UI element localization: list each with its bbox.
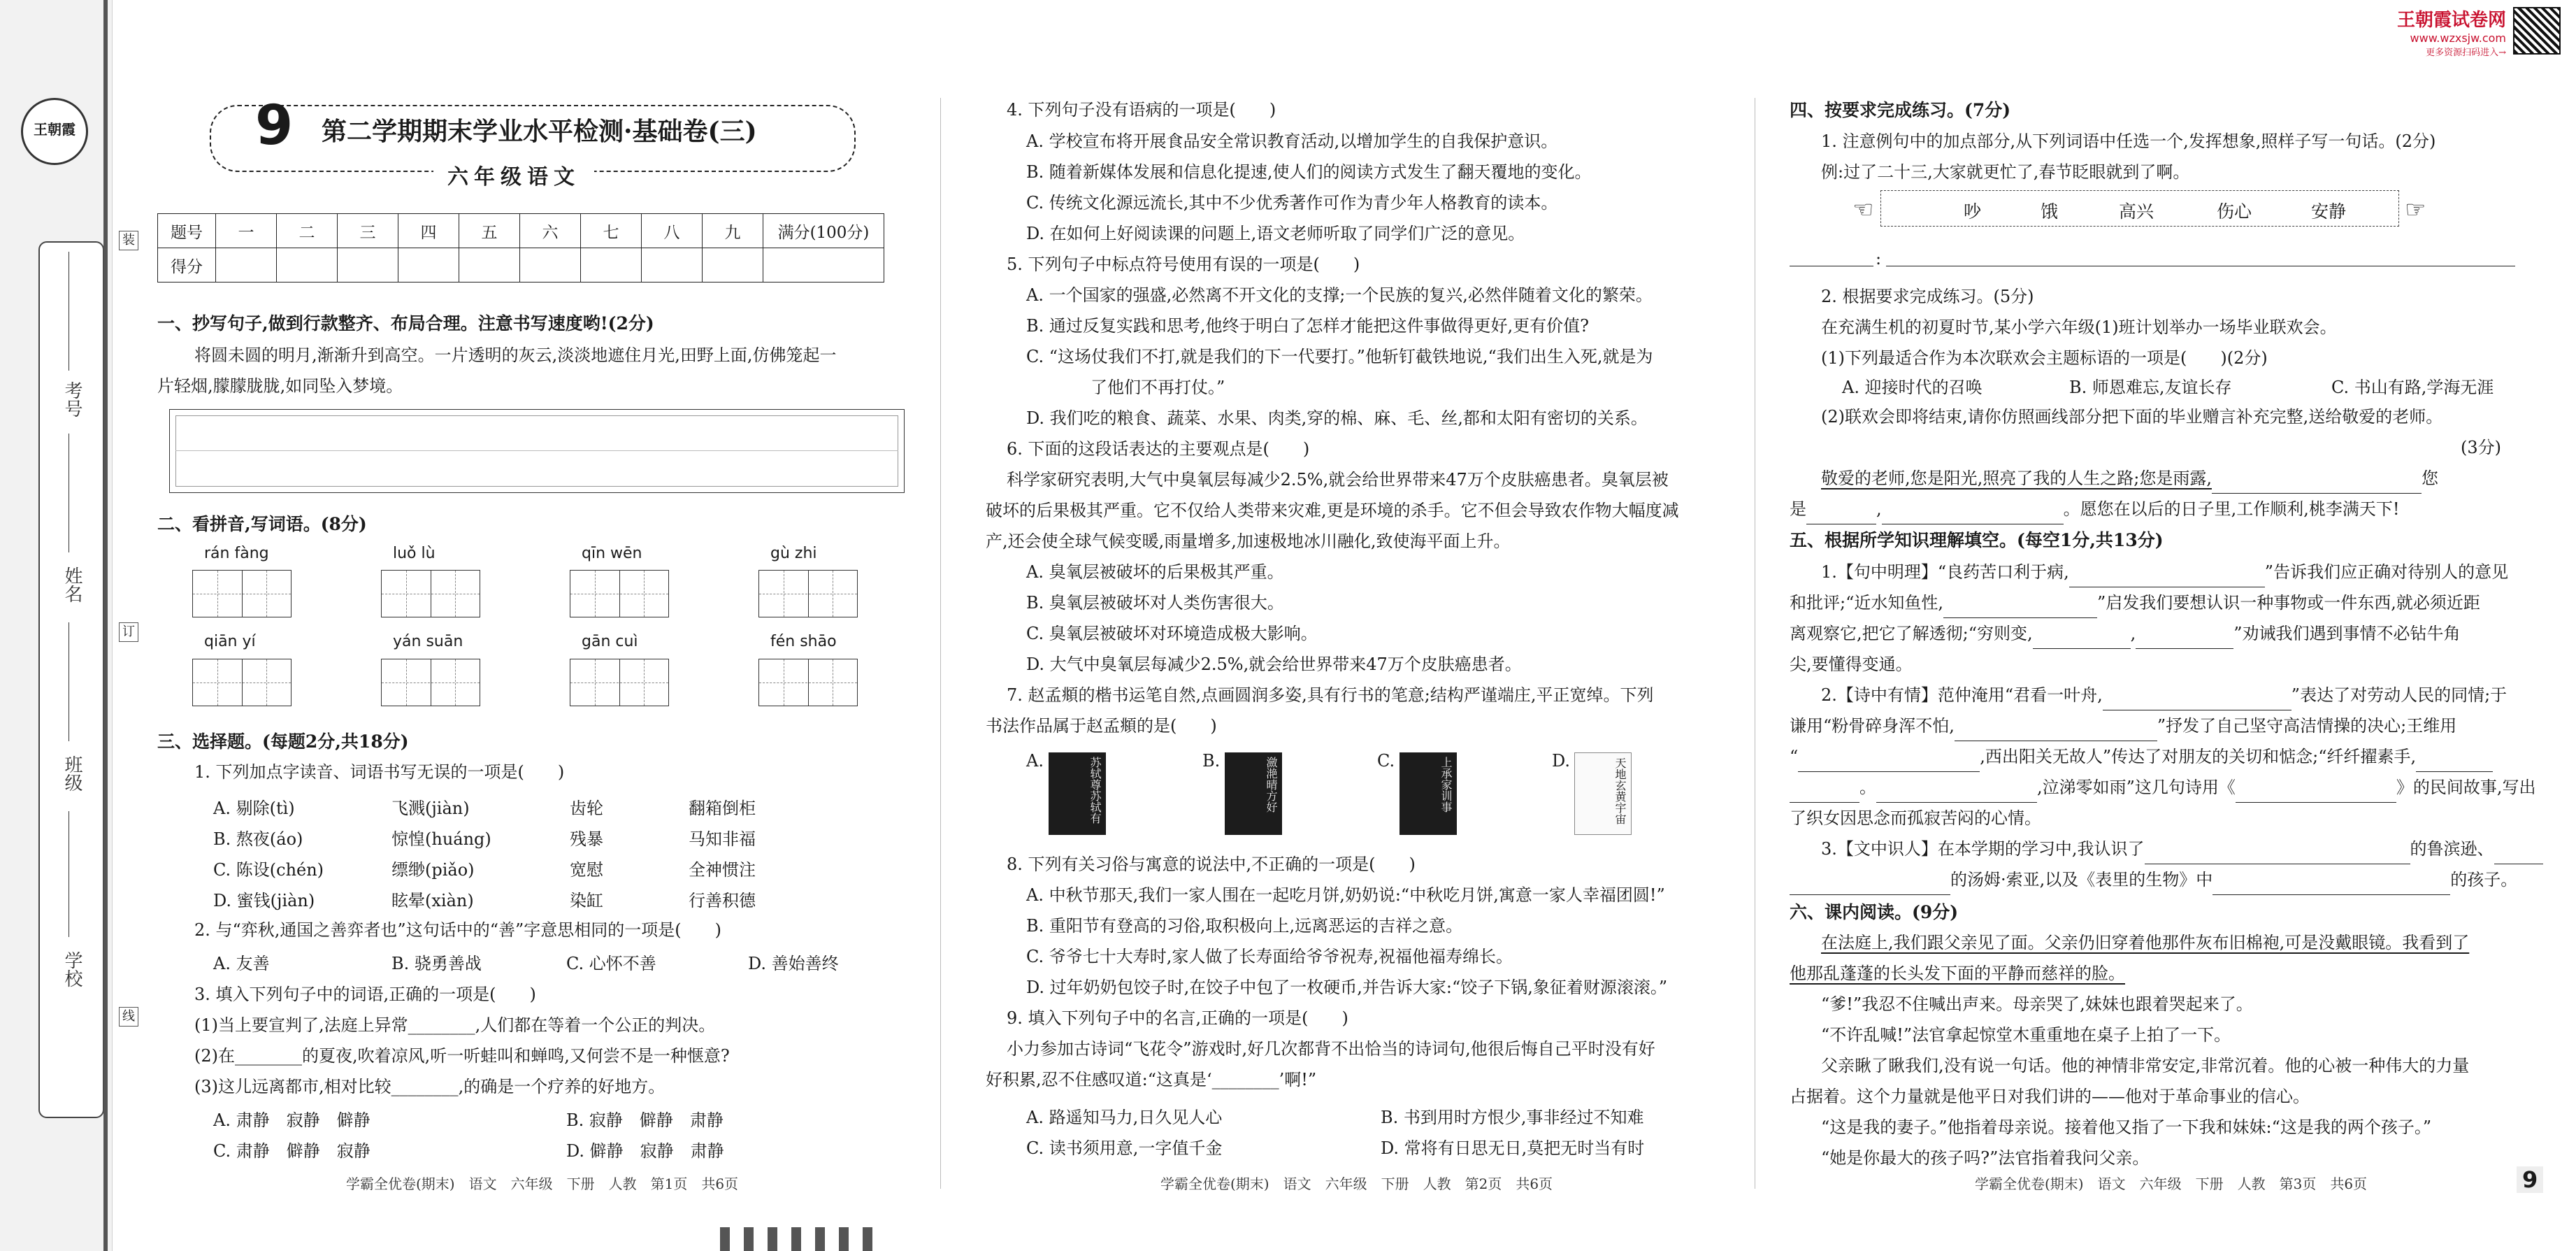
s4-q2-part2-score: (3分): [2461, 438, 2501, 457]
q4-option-c: C. 传统文化源远流长,其中不少优秀著作可作为青少年人格教育的读本。: [1026, 193, 1558, 213]
q6-passage-line1: 科学家研究表明,大气中臭氧层每减少2.5%,就会给世界带来47万个皮肤癌患者。臭氧层被: [1007, 470, 1669, 489]
footer-page-1: 学霸全优卷(期末) 语文 六年级 下册 人教 第1页 共6页: [346, 1175, 739, 1192]
dark-edge-bar: [103, 0, 108, 1251]
q8-option-c: C. 爷爷七十大寿时,家人做了长寿面给爷爷祝寿,祝福他福寿绵长。: [1026, 947, 1513, 966]
score-input-cell[interactable]: [520, 248, 581, 283]
score-cell: 题号: [158, 214, 216, 248]
farewell-end: 。愿您在以后的日子里,工作顺利,桃李满天下!: [2063, 499, 2400, 519]
farewell-text-2: 是 , 。愿您在以后的日子里,工作顺利,桃李满天下!: [1790, 494, 2400, 524]
score-cell: 六: [520, 214, 581, 248]
q4-option-b: B. 随着新媒体发展和信息化提速,使人们的阅读方式发生了翻天覆地的变化。: [1026, 162, 1592, 182]
section-4-title: 四、按要求完成练习。(7分): [1790, 100, 2011, 120]
barcode-marks: [720, 1227, 881, 1251]
question-1: 1. 下列加点字读音、词语书写无误的一项是( ): [194, 762, 565, 782]
s5-line: [1790, 741, 2493, 772]
q8-option-b: B. 重阳节有登高的习俗,取积极向上,远离恶运的吉祥之意。: [1026, 916, 1463, 936]
score-cell: 得分: [158, 248, 216, 283]
corner-page-number: 9: [2517, 1166, 2543, 1193]
q5-option-a: A. 一个国家的强盛,必然离不开文化的支撑;一个民族的复兴,必然伴随着文化的繁荣。: [1026, 285, 1653, 305]
s5-line: [1790, 864, 2517, 895]
s4-q2-context: 在充满生机的初夏时节,某小学六年级(1)班计划举办一场毕业联欢会。: [1821, 317, 2337, 337]
question-2: 2. 与“弈秋,通国之善弈者也”这句话中的“善”字意思相同的一项是( ): [194, 920, 721, 940]
q1-option: 宽慰: [570, 860, 603, 880]
label-exam-number: 考号: [62, 381, 82, 417]
q3-option: D. 僻静 寂静 肃静: [566, 1141, 724, 1161]
answer-line[interactable]: [2145, 845, 2410, 864]
q2-option: A. 友善: [213, 954, 270, 973]
page-subtitle: 六年级语文: [433, 159, 594, 190]
watermark-hint: 更多资源扫码进入→: [2426, 48, 2506, 58]
q9-passage-line2: 好积累,忍不住感叹道:“这真是‘________’啊!”: [986, 1070, 1317, 1089]
farewell-lead: 敬爱的老师,您是阳光,照亮了我的人生之路;您是雨露,: [1821, 469, 2212, 488]
pinyin-label: luǒ lù: [393, 545, 436, 562]
q5-option-b: B. 通过反复实践和思考,他终于明白了怎样才能把这件事做得更好,更有价值?: [1026, 316, 1590, 336]
q4-option-d: D. 在如何上好阅读课的问题上,语文老师听取了同学们广泛的意见。: [1026, 224, 1525, 243]
pinyin-label: yán suān: [393, 633, 463, 650]
qr-code-icon: [2513, 7, 2561, 55]
s4-q2-option-c: C. 书山有路,学海无涯: [2331, 378, 2494, 397]
s5-text: 的鲁滨逊、: [2410, 839, 2494, 859]
question-3: 3. 填入下列句子中的词语,正确的一项是( ): [194, 985, 536, 1004]
s5-line: [1821, 834, 2543, 864]
question-5: 5. 下列句子中标点符号使用有误的一项是( ): [1007, 255, 1360, 274]
q6-passage-line3: 产,还会使全球气候变暖,雨量增多,加速极地冰川融化,致使海平面上升。: [986, 531, 1511, 551]
q1-option: 惊惶(huáng): [391, 829, 491, 849]
s4-q2-option-b: B. 师恩难忘,友谊长存: [2069, 378, 2232, 397]
section-2-title: 二、看拼音,写词语。(8分): [157, 514, 367, 534]
answer-line[interactable]: [2416, 753, 2493, 772]
writing-grid[interactable]: [570, 570, 669, 617]
answer-line[interactable]: [1790, 784, 1859, 803]
q1-option: 眩晕(xiàn): [391, 891, 474, 910]
s5-text: 了织女因思念而孤寂苦闷的心情。: [1790, 808, 2041, 828]
pointing-hand-left-icon: ☜: [1852, 196, 1874, 224]
q7-label-a: A.: [1026, 751, 1044, 771]
s5-text: 离观察它,把它了解透彻;“穷则变,: [1790, 624, 2033, 643]
word-choice: 伤心: [2217, 201, 2252, 222]
copy-text-line-2: 片轻烟,朦朦胧胧,如同坠入梦境。: [157, 376, 403, 396]
reading-text: “她是你最大的孩子吗?”法官指着我问父亲。: [1821, 1148, 2150, 1168]
s5-text: 》的民间故事,写出: [2396, 778, 2536, 797]
writing-grid[interactable]: [192, 659, 292, 706]
section-6-title: 六、课内阅读。(9分): [1790, 902, 1959, 922]
writing-grid[interactable]: [758, 659, 858, 706]
score-cell: 四: [398, 214, 459, 248]
word-choice: 安静: [2311, 201, 2347, 222]
answer-line[interactable]: [2069, 569, 2265, 587]
s4-q2-part2: (2)联欢会即将结束,请你仿照画线部分把下面的毕业赠言补充完整,送给敬爱的老师。: [1821, 407, 2443, 427]
s4-q1-example: 例:过了二十三,大家就更忙了,春节眨眼就到了啊。: [1821, 162, 2190, 182]
word-choice: 高兴: [2119, 201, 2154, 222]
q2-option: B. 骁勇善战: [391, 954, 482, 973]
copy-writing-box[interactable]: [169, 409, 905, 493]
score-cell: 五: [459, 214, 520, 248]
q1-option: 马知非福: [689, 829, 756, 849]
question-7-line2: 书法作品属于赵孟頫的是( ): [986, 716, 1217, 736]
q9-option-c: C. 读书须用意,一字值千金: [1026, 1138, 1223, 1158]
q1-option: A. 剔除(tì): [213, 799, 295, 818]
q1-option: 飞溅(jiàn): [391, 799, 470, 818]
score-cell: 一: [216, 214, 277, 248]
s5-line: [1790, 772, 2536, 803]
score-input-cell[interactable]: [763, 248, 884, 283]
score-input-cell[interactable]: [642, 248, 703, 283]
s5-text: ”告诉我们应正确对待别人的意见: [2264, 562, 2509, 582]
s5-line: [1821, 680, 2507, 710]
watermark-title: 王朝霞试卷网: [2396, 10, 2506, 31]
s5-line: [1821, 557, 2508, 587]
score-input-cell[interactable]: [703, 248, 763, 283]
logo-text: 王朝霞: [34, 121, 75, 138]
word-choice: 吵: [1964, 201, 1982, 222]
word-scroll: [1880, 190, 2399, 227]
reading-text: “不许乱喊!”法官拿起惊堂木重重地在桌子上拍了一下。: [1821, 1025, 2231, 1045]
answer-line[interactable]: [2212, 475, 2422, 494]
copy-text-line-1: 将圆未圆的明月,渐渐升到高空。一片透明的灰云,淡淡地遮住月光,田野上面,仿佛笼起一: [194, 345, 837, 365]
section-3-title: 三、选择题。(每题2分,共18分): [157, 731, 409, 752]
s5-text: 的汤姆·索亚,以及《表里的生物》中: [1950, 870, 2213, 889]
answer-line[interactable]: [1882, 506, 2064, 524]
reading-text: “爹!”我忍不住喊出声来。母亲哭了,妹妹也跟着哭起来了。: [1821, 994, 2253, 1014]
s5-text: 的孩子。: [2450, 870, 2518, 889]
q8-option-a: A. 中秋节那天,我们一家人围在一起吃月饼,奶奶说:“中秋吃月饼,寓意一家人幸福团圆!”: [1026, 885, 1665, 905]
s5-line: 离观察它,把它了解透彻;“穷则变, , ”劝诫我们遇到事情不必钻牛角: [1790, 618, 2461, 649]
s4-q2-part1: (1)下列最适合作为本次联欢会主题标语的一项是( )(2分): [1821, 348, 2268, 368]
q9-option-b: B. 书到用时方恨少,事非经过不知难: [1381, 1108, 1644, 1127]
score-table-score-row: [158, 248, 884, 283]
answer-colon: :: [1876, 249, 1882, 269]
writing-grid[interactable]: [758, 570, 858, 617]
score-cell: 三: [338, 214, 398, 248]
pointing-hand-right-icon: ☞: [2405, 196, 2426, 224]
question-6: 6. 下面的这段话表达的主要观点是( ): [1007, 439, 1310, 459]
q5-option-c-line1: C. “这场仗我们不打,就是我们的下一代要打。”他斩钉截铁地说,“我们出生入死,就是为: [1026, 347, 1653, 366]
score-input-cell[interactable]: [398, 248, 459, 283]
page-title: 第二学期期末学业水平检测·基础卷(三): [322, 117, 757, 146]
logo: [21, 98, 88, 165]
score-input-cell[interactable]: [459, 248, 520, 283]
pinyin-label: gù zhi: [770, 545, 817, 562]
pinyin-label: rán fàng: [204, 545, 269, 562]
score-cell: 九: [703, 214, 763, 248]
answer-line[interactable]: [1790, 876, 1950, 895]
s5-text: ,泣涕零如雨”这几句诗用《: [2037, 778, 2236, 797]
q5-option-d: D. 我们吃的粮食、蔬菜、水果、肉类,穿的棉、麻、毛、丝,都和太阳有密切的关系。: [1026, 408, 1648, 428]
answer-line[interactable]: [1798, 753, 1980, 772]
s5-text: 。: [1859, 778, 1876, 797]
answer-line[interactable]: [2103, 692, 2291, 710]
answer-line[interactable]: [2494, 845, 2543, 864]
answer-line[interactable]: [2212, 876, 2450, 895]
s5-text: ”劝诫我们遇到事情不必钻牛角: [2233, 624, 2461, 643]
reading-line: [1790, 958, 2125, 989]
s5-text: 2.【诗中有情】范仲淹用“君看一叶舟,: [1821, 685, 2103, 705]
s4-q2-option-a: A. 迎接时代的召唤: [1842, 378, 1983, 397]
calligraphy-sample-b: 瀲滟晴方好: [1225, 752, 1282, 835]
exam-number: 9: [255, 94, 294, 157]
s5-line: [1790, 710, 2456, 741]
label-school: 学校: [62, 951, 82, 987]
question-7-line1: 7. 赵孟頫的楷书运笔自然,点画圆润多姿,具有行书的笔意;结构严谨端庄,平正宽绰。下列: [1007, 685, 1654, 705]
reading-text: 他那乱蓬蓬的长头发下面的平静而慈祥的脸。: [1790, 964, 2125, 983]
s5-text: ,西出阳关无故人”传达了对朋友的关切和惦念;“纤纤擢素手,: [1980, 747, 2417, 766]
farewell-you: 您: [2421, 469, 2438, 488]
answer-line[interactable]: [1876, 784, 2037, 803]
q1-option: 残暴: [570, 829, 603, 849]
reading-text: 占据着。这个力量就是他平日对我们讲的——他对于革命事业的信心。: [1790, 1087, 2310, 1106]
reading-text: 在法庭上,我们跟父亲见了面。父亲仍旧穿着他那件灰布旧棉袍,可是没戴眼镜。我看到了: [1821, 933, 2470, 952]
s5-text: ”表达了对劳动人民的同情;于: [2291, 685, 2507, 705]
question-9: 9. 填入下列句子中的名言,正确的一项是( ): [1007, 1008, 1348, 1028]
score-input-cell[interactable]: [338, 248, 398, 283]
q9-option-d: D. 常将有日思无日,莫把无时当有时: [1381, 1138, 1645, 1158]
calligraphy-sample-a: 苏轼尊苏轼有: [1049, 752, 1106, 835]
q2-option: D. 善始善终: [748, 954, 839, 973]
question-4: 4. 下列句子没有语病的一项是( ): [1007, 100, 1276, 120]
score-cell: 满分(100分): [763, 214, 884, 248]
score-input-cell[interactable]: [277, 248, 338, 283]
column-divider-1: [940, 98, 941, 1189]
label-name: 姓名: [62, 566, 82, 603]
q4-option-a: A. 学校宣布将开展食品安全常识教育活动,以增加学生的自我保护意识。: [1026, 131, 1558, 151]
farewell-is: 是: [1790, 499, 1806, 519]
writing-grid[interactable]: [570, 659, 669, 706]
farewell-text: [1821, 463, 2438, 494]
score-cell: 二: [277, 214, 338, 248]
calligraphy-sample-c: 上承家训事: [1399, 752, 1457, 835]
q3-option: A. 肃静 寂静 僻静: [213, 1110, 370, 1130]
answer-line[interactable]: [1943, 599, 2097, 618]
score-cell: 八: [642, 214, 703, 248]
calligraphy-sample-d: 天地玄黄宇宙: [1574, 752, 1632, 835]
q3-option: B. 寂静 僻静 肃静: [566, 1110, 724, 1130]
q6-passage-line2: 破坏的后果极其严重。它不仅给人类带来灾难,更是环境的杀手。它不但会导致农作物大幅度减: [986, 501, 1679, 520]
s5-text: 和批评;“近水知鱼性,: [1790, 593, 1943, 613]
q1-option: 翻箱倒柜: [689, 799, 756, 818]
q1-option: 全神惯注: [689, 860, 756, 880]
pinyin-label: qīn wēn: [582, 545, 642, 562]
watermark-url: www.wzxsjw.com: [2410, 31, 2506, 45]
q7-label-c: C.: [1377, 751, 1395, 771]
q2-option: C. 心怀不善: [566, 954, 656, 973]
q7-label-b: B.: [1202, 751, 1221, 771]
q3-sentence-1: (1)当上要宣判了,法庭上异常________,人们都在等着一个公正的判决。: [194, 1015, 716, 1035]
q1-option: 行善积德: [689, 891, 756, 910]
q6-option-a: A. 臭氧层被破坏的后果极其严重。: [1026, 562, 1284, 582]
writing-grid[interactable]: [192, 570, 292, 617]
answer-line[interactable]: [1806, 506, 1876, 524]
section-5-title: 五、根据所学知识理解填空。(每空1分,共13分): [1790, 530, 2164, 550]
question-8: 8. 下列有关习俗与寓意的说法中,不正确的一项是( ): [1007, 855, 1416, 874]
q9-passage-line1: 小力参加古诗词“飞花令”游戏时,好几次都背不出恰当的诗词句,他很后悔自己平时没有好: [1007, 1039, 1655, 1059]
answer-line[interactable]: [2136, 630, 2233, 649]
s5-text: ”启发我们要想认识一种事物或一件东西,就必须近距: [2096, 593, 2480, 613]
q1-option: C. 陈设(chén): [213, 860, 324, 880]
footer-page-3: 学霸全优卷(期末) 语文 六年级 下册 人教 第3页 共6页: [1975, 1175, 2368, 1192]
pinyin-label: qiān yí: [204, 633, 256, 650]
seam-xian: 线: [119, 1007, 138, 1027]
footer-page-2: 学霸全优卷(期末) 语文 六年级 下册 人教 第2页 共6页: [1160, 1175, 1553, 1192]
reading-text: “这是我的妻子。”他指着母亲说。接着他又指了一下我和妹妹:“这是我的两个孩子。”: [1821, 1117, 2432, 1137]
score-table-header-row: [158, 214, 884, 248]
s5-text: 3.【文中识人】在本学期的学习中,我认识了: [1821, 839, 2145, 859]
s5-text: 尖,要懂得变通。: [1790, 655, 1913, 674]
score-table: [157, 213, 884, 283]
binding-strip: [0, 0, 135, 1251]
s5-text: ”抒发了自己坚守高洁情操的决心;王维用: [2157, 716, 2457, 736]
q1-option: 染缸: [570, 891, 603, 910]
s5-text: 谦用“粉骨碎身浑不怕,: [1790, 716, 1955, 736]
q6-option-b: B. 臭氧层被破坏对人类伤害很大。: [1026, 593, 1284, 613]
s5-line: [1790, 587, 2480, 618]
word-choice: 饿: [2041, 201, 2059, 222]
pinyin-label: gān cuì: [582, 633, 638, 650]
q3-option: C. 肃静 僻静 寂静: [213, 1141, 370, 1161]
q5-option-c-line2: 了他们不再打仗。”: [1091, 378, 1225, 397]
reading-text: 父亲瞅了瞅我们,没有说一句话。他的神情非常安定,非常沉着。他的心被一种伟大的力量: [1821, 1056, 2470, 1075]
score-cell: 七: [581, 214, 642, 248]
writing-grid[interactable]: [381, 659, 480, 706]
pinyin-label: fén shāo: [770, 633, 837, 650]
q3-sentence-2: (2)在________的夏夜,吹着凉风,听一听蛙叫和蝉鸣,又何尝不是一种惬意?: [194, 1046, 730, 1066]
s4-q2-instruction: 2. 根据要求完成练习。(5分): [1821, 287, 2034, 306]
q1-option: 齿轮: [570, 799, 603, 818]
label-class: 班级: [62, 755, 82, 792]
q1-option: B. 熬夜(áo): [213, 829, 303, 849]
q1-option: D. 蜜钱(jiàn): [213, 891, 315, 910]
section-1-title: 一、抄写句子,做到行款整齐、布局合理。注意书写速度哟!(2分): [157, 313, 654, 334]
answer-line[interactable]: [2236, 784, 2396, 803]
score-input-cell[interactable]: [581, 248, 642, 283]
q3-sentence-3: (3)这儿远离都市,相对比较________,的确是一个疗养的好地方。: [194, 1077, 665, 1096]
answer-line[interactable]: [2033, 630, 2131, 649]
q9-option-a: A. 路遥知马力,日久见人心: [1026, 1108, 1223, 1127]
answer-line[interactable]: [1955, 722, 2157, 741]
seam-ding: 订: [119, 622, 138, 642]
writing-grid[interactable]: [381, 570, 480, 617]
q8-option-d: D. 过年奶奶包饺子时,在饺子中包了一枚硬币,并告诉大家:“饺子下锅,象征着财源滚滚。”: [1026, 978, 1668, 997]
reading-line: [1821, 927, 2469, 958]
q6-option-d: D. 大气中臭氧层每减少2.5%,就会给世界带来47万个皮肤癌患者。: [1026, 655, 1522, 674]
q6-option-c: C. 臭氧层被破坏对环境造成极大影响。: [1026, 624, 1318, 643]
s4-q1-instruction: 1. 注意例句中的加点部分,从下列词语中任选一个,发挥想象,照样子写一句话。(2分): [1821, 131, 2436, 151]
q1-option: 缥缈(piǎo): [391, 860, 475, 880]
s5-text: 1.【句中明理】“良药苦口利于病,: [1821, 562, 2069, 582]
seam-zhuang: 装: [119, 231, 138, 250]
s5-text: “: [1790, 747, 1799, 766]
score-input-cell[interactable]: [216, 248, 277, 283]
watermark: [2373, 6, 2506, 58]
q7-label-d: D.: [1552, 751, 1571, 771]
